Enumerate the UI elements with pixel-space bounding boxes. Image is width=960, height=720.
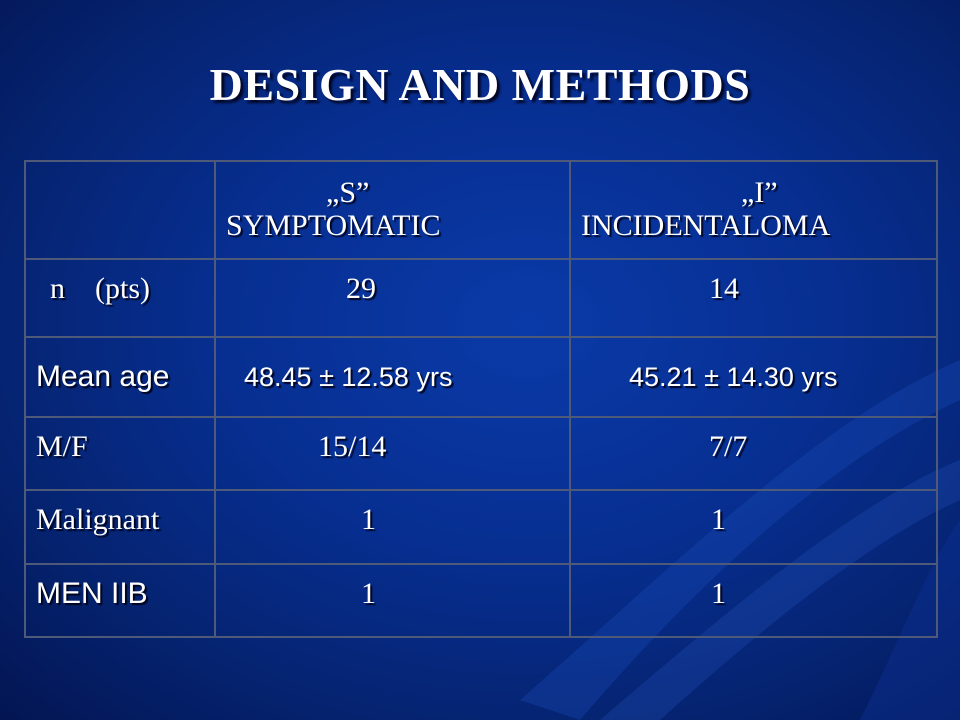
header-symptomatic-code: „S” (326, 176, 370, 209)
cell-i-malignant: 1 (570, 490, 937, 564)
row-label-n: n (pts) (25, 259, 215, 337)
header-incidentaloma (570, 161, 937, 259)
cell-s-n: 29 (215, 259, 570, 337)
row-label-men-iib: MEN IIB (25, 564, 215, 637)
header-incidentaloma-code: „I” (741, 176, 778, 209)
page-title: DESIGN AND METHODS (209, 59, 751, 110)
cell-s-men-iib: 1 (215, 564, 570, 637)
table-row (25, 490, 937, 564)
cell-i-n: 14 (570, 259, 937, 337)
table-row (25, 337, 937, 417)
row-label-mean-age: Mean age (25, 337, 215, 417)
table-row (25, 417, 937, 490)
cell-s-mean-age: 48.45 ± 12.58 yrs (215, 337, 570, 417)
cell-s-malignant: 1 (215, 490, 570, 564)
header-symptomatic-label: SYMPTOMATIC (226, 209, 441, 242)
comparison-table (24, 160, 938, 638)
row-label-mf: M/F (25, 417, 215, 490)
header-empty-cell (25, 161, 215, 259)
cell-i-mean-age: 45.21 ± 14.30 yrs (570, 337, 937, 417)
row-label-malignant: Malignant (25, 490, 215, 564)
cell-i-men-iib: 1 (570, 564, 937, 637)
header-symptomatic (215, 161, 570, 259)
cell-i-mf: 7/7 (570, 417, 937, 490)
table-row (25, 259, 937, 337)
table-header-row (25, 161, 937, 259)
table-row (25, 564, 937, 637)
cell-s-mf: 15/14 (215, 417, 570, 490)
header-incidentaloma-label: INCIDENTALOMA (581, 209, 831, 242)
